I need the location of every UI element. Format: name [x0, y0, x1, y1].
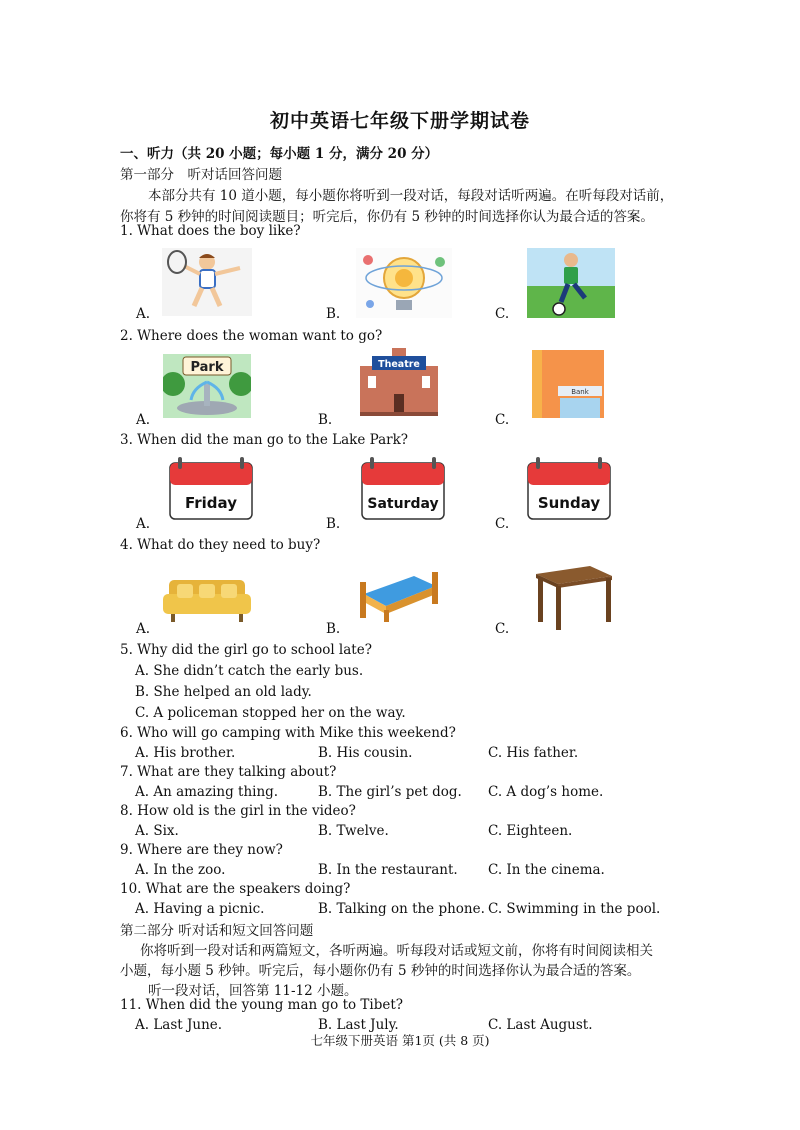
part1-intro-line2: 你将有 5 秒钟的时间阅读题目；听完后，你仍有 5 秒钟的时间选择你认为最合适的答案。: [120, 209, 654, 225]
q11-option-b[interactable]: B. Last July.: [318, 1017, 399, 1033]
q1-option-c[interactable]: C.: [495, 306, 510, 322]
q10-option-b[interactable]: B. Talking on the phone.: [318, 901, 485, 917]
q1-option-b[interactable]: B.: [326, 306, 341, 322]
q7-option-b[interactable]: B. The girl’s pet dog.: [318, 784, 462, 800]
section-heading: 一、听力（共 20 小题；每小题 1 分，满分 20 分）: [120, 146, 439, 162]
q9-option-c[interactable]: C. In the cinema.: [488, 862, 605, 878]
q10-option-c[interactable]: C. Swimming in the pool.: [488, 901, 661, 917]
question-1: 1. What does the boy like?: [120, 223, 301, 239]
page-title: 初中英语七年级下册学期试卷: [269, 110, 530, 132]
q4-option-a[interactable]: A.: [136, 621, 151, 637]
page-footer: 七年级下册英语 第1页 (共 8 页): [310, 1033, 490, 1048]
calendar-day-b: Saturday: [367, 496, 439, 512]
q3-option-c[interactable]: C.: [495, 516, 510, 532]
part1-title: 第一部分 听对话回答问题: [120, 167, 282, 183]
q6-option-b[interactable]: B. His cousin.: [318, 745, 413, 761]
part2-title: 第二部分 听对话和短文回答问题: [120, 923, 314, 939]
bed-icon: [356, 568, 442, 624]
q1-option-a[interactable]: A.: [136, 306, 151, 322]
q4-option-b[interactable]: B.: [326, 621, 341, 637]
q9-option-a[interactable]: A. In the zoo.: [135, 862, 226, 878]
q4-option-c[interactable]: C.: [495, 621, 510, 637]
question-6: 6. Who will go camping with Mike this weekend?: [120, 725, 456, 741]
question-8: 8. How old is the girl in the video?: [120, 803, 356, 819]
question-11: 11. When did the young man go to Tibet?: [120, 997, 404, 1013]
question-10: 10. What are the speakers doing?: [120, 881, 351, 897]
q5-option-b[interactable]: B. She helped an old lady.: [135, 684, 312, 700]
q3-option-b[interactable]: B.: [326, 516, 341, 532]
q5-option-c[interactable]: C. A policeman stopped her on the way.: [135, 705, 406, 721]
calendar-sunday-icon: [526, 457, 612, 521]
q2-option-a[interactable]: A.: [136, 412, 151, 428]
science-lightbulb-icon: [356, 248, 452, 318]
park-icon: [163, 354, 251, 418]
soccer-player-icon: [527, 248, 615, 318]
q8-option-b[interactable]: B. Twelve.: [318, 823, 389, 839]
q10-option-a[interactable]: A. Having a picnic.: [135, 901, 265, 917]
q6-option-c[interactable]: C. His father.: [488, 745, 579, 761]
q11-option-c[interactable]: C. Last August.: [488, 1017, 593, 1033]
sofa-icon: [163, 574, 251, 622]
q5-option-a[interactable]: A. She didn’t catch the early bus.: [135, 663, 364, 679]
question-4: 4. What do they need to buy?: [120, 537, 321, 553]
calendar-friday-icon: [168, 457, 254, 521]
q8-option-a[interactable]: A. Six.: [135, 823, 179, 839]
tennis-player-icon: [162, 248, 252, 316]
question-5: 5. Why did the girl go to school late?: [120, 642, 372, 658]
calendar-saturday-icon: [360, 457, 446, 521]
part2-intro-line2: 小题，每小题 5 秒钟。听完后，每小题你仍有 5 秒钟的时间选择你认为最合适的答案。: [120, 963, 641, 979]
part1-intro-line1: 本部分共有 10 道小题，每小题你将听到一段对话，每段对话听两遍。在听每段对话前，: [148, 188, 674, 204]
q7-option-c[interactable]: C. A dog’s home.: [488, 784, 604, 800]
q8-option-c[interactable]: C. Eighteen.: [488, 823, 573, 839]
theatre-icon: [358, 348, 440, 418]
q2-option-c[interactable]: C.: [495, 412, 510, 428]
calendar-day-c: Sunday: [537, 494, 601, 512]
q2-option-b[interactable]: B.: [318, 412, 333, 428]
q3-option-a[interactable]: A.: [136, 516, 151, 532]
part2-subheading: 听一段对话，回答第 11-12 小题。: [148, 983, 358, 999]
question-3: 3. When did the man go to the Lake Park?: [120, 432, 409, 448]
question-9: 9. Where are they now?: [120, 842, 283, 858]
bank-icon: [532, 350, 604, 418]
question-2: 2. Where does the woman want to go?: [120, 328, 383, 344]
part2-intro-line1: 你将听到一段对话和两篇短文，各听两遍。听每段对话或短文前，你将有时间阅读相关: [140, 943, 653, 959]
q6-option-a[interactable]: A. His brother.: [135, 745, 236, 761]
theatre-sign: Theatre: [378, 359, 420, 370]
q9-option-b[interactable]: B. In the restaurant.: [318, 862, 458, 878]
q11-option-a[interactable]: A. Last June.: [135, 1017, 223, 1033]
calendar-day-a: Friday: [184, 494, 238, 512]
bank-sign: Bank: [571, 388, 589, 396]
park-sign: Park: [190, 360, 224, 375]
q7-option-a[interactable]: A. An amazing thing.: [135, 784, 279, 800]
table-icon: [536, 566, 612, 630]
question-7: 7. What are they talking about?: [120, 764, 337, 780]
